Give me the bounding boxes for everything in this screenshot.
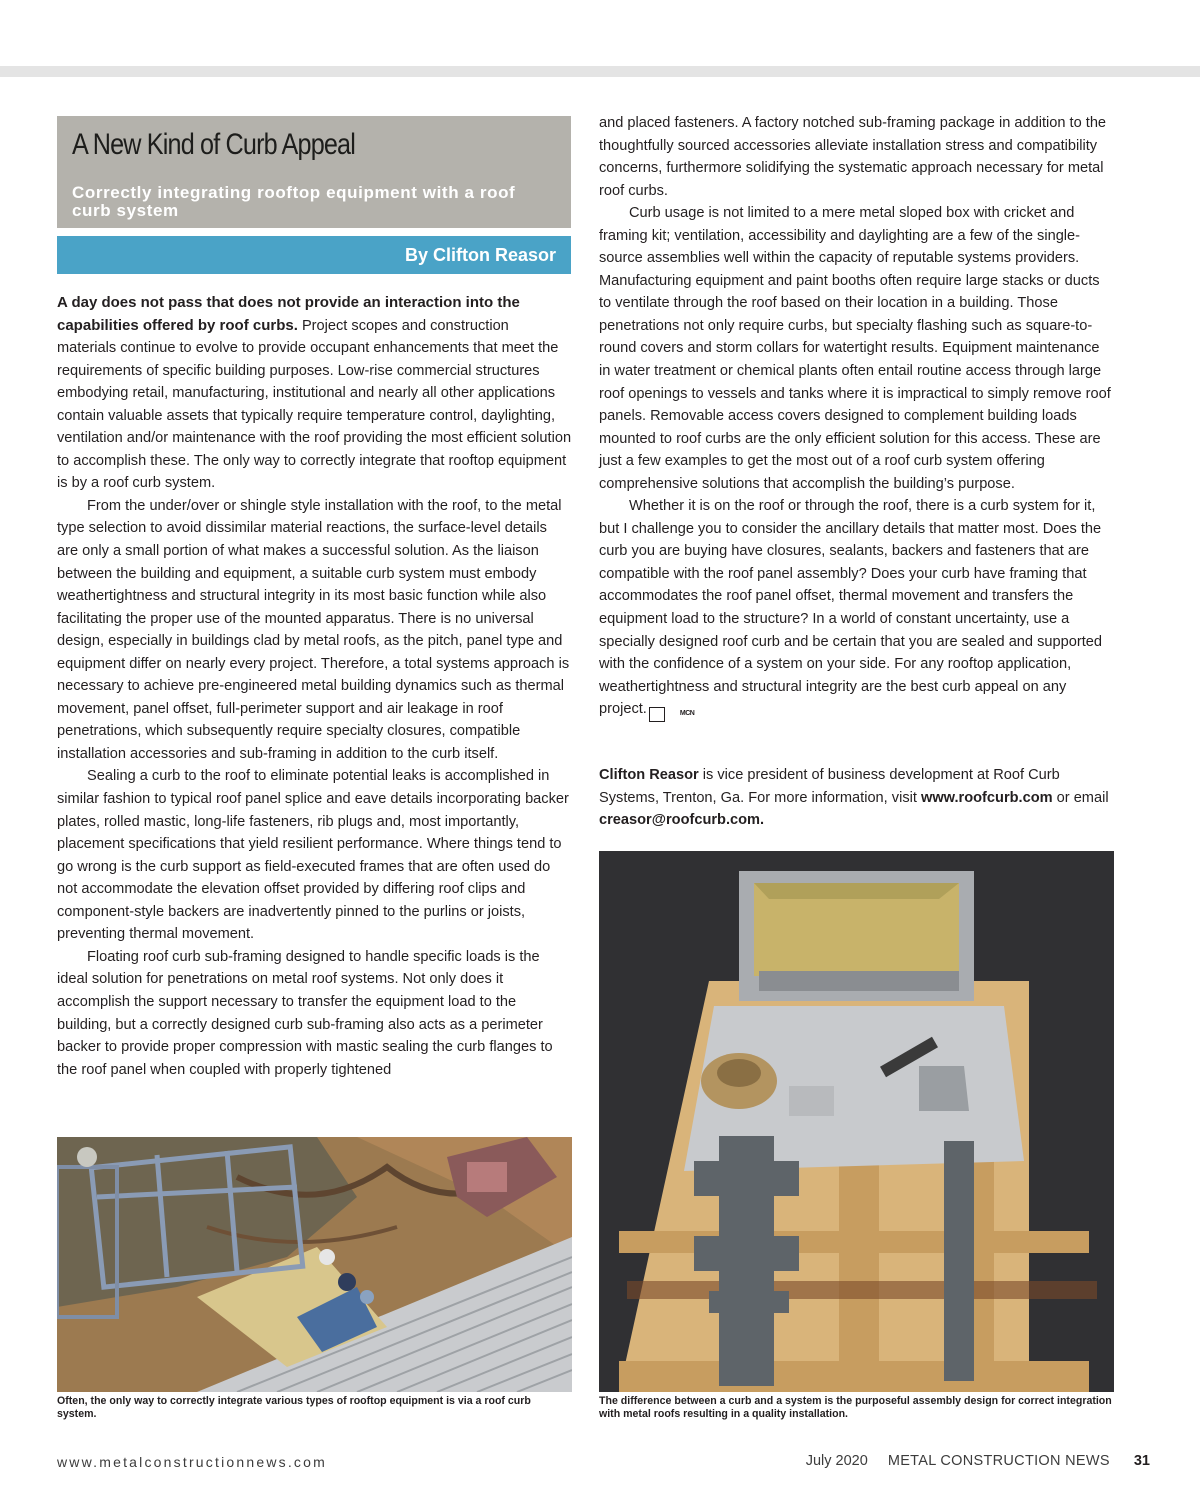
- right-column-text: [599, 112, 1114, 722]
- caption-left: Often, the only way to correctly integrate various types of rooftop equipment is via a roof curb system.: [57, 1395, 531, 1420]
- paragraph-1-rest: Project scopes and construction materials continue to evolve to provide occupant enhancements that meet the requirements of specific building purposes. Low-rise commercial structures embodying retail, manufacturing, institutional and nearly all other applications contain valuable assets that typically require temperature control, daylighting, ventilation and/or maintenance with the roof providing the most efficient solution to accomplish these. The only way to correctly integrate that rooftop equipment is by a roof curb system.: [57, 317, 572, 492]
- bio-text-1: is vice president of business development at Roof Curb Systems, Trenton, Ga. For more information, visit: [599, 767, 1060, 806]
- footer-info: [806, 1453, 1150, 1469]
- roof-curb-aerial-illustration: [57, 1137, 572, 1392]
- left-column-text: [57, 292, 572, 1081]
- paragraph-2: From the under/over or shingle style installation with the roof, to the metal type selection to avoid dissimilar material reactions, the surface-level details are only a small portion of what makes a successful solution. As the liaison between the building and equipment, a suitable curb system must embody weathertightness and structural integrity in its most basic function while also facilitating the proper use of the mounted apparatus. There is no universal design, especially in buildings clad by metal roofs, as the pitch, panel type and equipment differ on nearly every project. Therefore, a total systems approach is necessary to achieve pre-engineered metal building dynamics such as thermal movement, panel offset, full-perimeter support and air leakage in roof penetrations, which subsequently require specialty closures, compatible installation accessories and sub-framing in addition to the curb itself.: [57, 497, 570, 762]
- article-title-box: [57, 116, 571, 228]
- article-subtitle: Correctly integrating rooftop equipment with a roof curb system: [72, 183, 516, 220]
- roof-curb-aerial-photo: [57, 1137, 572, 1392]
- paragraph-7-text: Whether it is on the roof or through the roof, there is a curb system for it, but I challenge you to consider the ancillary details that matter most. Does the curb you are buying have closures, sealants, backers and fasteners that are compatible with the roof panel assembly? Does your curb have framing that accommodates the roof panel offset, thermal movement and transfers the equipment load to the structure? In a world of constant uncertainty, use a specially designed roof curb and be certain that you are sealed and supported with the confidence of a system on your side. For any rooftop application, weathertightness and structural integrity are the best curb appeal on any project.: [599, 498, 1103, 718]
- mcn-end-mark-icon: MCN: [649, 707, 665, 722]
- issue-date: July 2020: [805, 1453, 868, 1469]
- email-link[interactable]: creasor@roofcurb.com.: [599, 812, 765, 829]
- top-rule: [0, 66, 1200, 77]
- paragraph-6: Curb usage is not limited to a mere metal sloped box with cricket and framing kit; ventilation, accessibility and daylighting are a few of the single-source assemblies well within the capacity of reputable systems providers. Manufacturing equipment and paint booths often require large stacks or ducts to ventilate through the roof based on their location in a building. Those penetrations not only require curbs, but specialty flashing such as square-to-round covers and storm collars for watertight results. Equipment maintenance in water treatment or chemical plants often entail routine access through large roof openings to vessels and tanks where it is impractical to simply remove roof panels. Removable access covers designed to complement building loads mounted to roof curbs are the only efficient solution for this access. These are just a few examples to get the most out of a roof curb system offering comprehensive solutions that accomplish the building’s purpose.: [599, 205, 1111, 492]
- caption-right: The difference between a curb and a system is the purposeful assembly design for correct integration with metal roofs resulting in a quality installation.: [599, 1395, 1112, 1420]
- paragraph-5: and placed fasteners. A factory notched sub-framing package in addition to the thoughtfully sourced accessories alleviate installation stress and compatibility concerns, furthermore solidifying the systematic approach necessary for metal roof curbs.: [599, 115, 1107, 199]
- author-name: Clifton Reasor: [599, 767, 699, 783]
- website-link[interactable]: www.roofcurb.com: [920, 789, 1053, 806]
- page-number: 31: [1133, 1453, 1150, 1469]
- curb-system-kit-illustration: [599, 851, 1114, 1392]
- magazine-name: METAL CONSTRUCTION NEWS: [887, 1453, 1110, 1469]
- article-title: A New Kind of Curb Appeal: [72, 128, 355, 161]
- curb-system-kit-photo: [599, 851, 1114, 1392]
- bio-text-2: or email: [1052, 789, 1109, 806]
- byline: By Clifton Reasor: [404, 245, 556, 265]
- paragraph-7: [599, 495, 1114, 722]
- paragraph-4: Floating roof curb sub-framing designed to handle specific loads is the ideal solution for penetrations on metal roof systems. Not only does it accomplish the support necessary to transfer the equipment load to the building, but a correctly designed curb sub-framing also acts as a perimeter backer to provide proper compression with mastic sealing the curb flanges to the roof panel when coupled with properly tightened: [57, 948, 553, 1078]
- paragraph-1: [57, 292, 572, 495]
- footer-url: www.metalconstructionnews.com: [57, 1454, 327, 1470]
- byline-bar: [57, 236, 571, 274]
- author-bio: [599, 764, 1114, 832]
- paragraph-3: Sealing a curb to the roof to eliminate potential leaks is accomplished in similar fashion to typical roof panel splice and eave details incorporating backer plates, rolled mastic, long-life fasteners, rib plugs and, most importantly, placement specifications that yield resilient performance. Where things tend to go wrong is the curb support as field-executed frames that are often used do not accommodate the elevation offset provided by differing roof clips and component-style backers are inadvertently pinned to the purlins or joists, preventing thermal movement.: [57, 768, 569, 943]
- lead-in: A day does not pass that does not provide an interaction into the capabilities offered by roof curbs.: [57, 294, 520, 334]
